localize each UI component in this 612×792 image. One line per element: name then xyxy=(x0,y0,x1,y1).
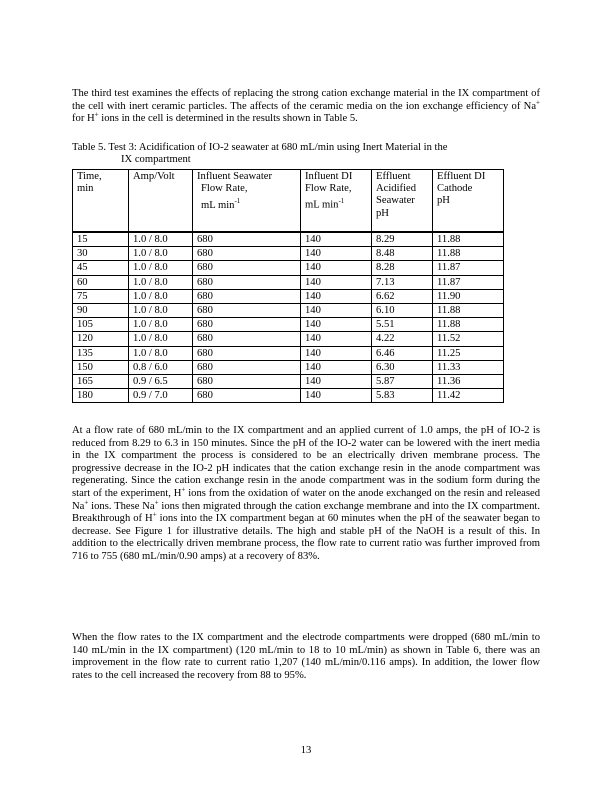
table-cell: 8.48 xyxy=(372,247,433,261)
table-cell: 140 xyxy=(301,289,372,303)
table-row xyxy=(73,332,504,346)
table-cell: 90 xyxy=(73,304,129,318)
table-cell: 1.0 / 8.0 xyxy=(129,346,193,360)
intro-text-c: ions in the cell is determined in the results shown in Table 5. xyxy=(98,113,358,125)
discussion-text-d: ions then migrated through the cation exchange membrane and into the IX compartment. Breakthrough of H xyxy=(72,500,540,525)
table-cell: 680 xyxy=(193,360,301,374)
table-cell: 11.88 xyxy=(433,232,504,247)
header-time: Time, min xyxy=(73,170,129,233)
table-row xyxy=(73,275,504,289)
flow-rate-paragraph: When the flow rates to the IX compartment and the electrode compartments were dropped (680 mL/min to 140 mL/min in the IX compartment) (120 mL/min to 18 to 10 mL/min) as shown in Table 6, there was an improvement in the flow rate to current ratio 1,207 (140 mL/min/0.116 amps). In addition, the lower flow rates to the cell increased the recovery from 88 to 95%. xyxy=(72,632,540,681)
table-cell: 7.13 xyxy=(372,275,433,289)
table-cell: 6.46 xyxy=(372,346,433,360)
table-cell: 4.22 xyxy=(372,332,433,346)
table-cell: 120 xyxy=(73,332,129,346)
table-cell: 680 xyxy=(193,304,301,318)
table-cell: 105 xyxy=(73,318,129,332)
table-cell: 140 xyxy=(301,261,372,275)
table-row xyxy=(73,346,504,360)
table-cell: 60 xyxy=(73,275,129,289)
table-cell: 8.28 xyxy=(372,261,433,275)
header-effluent-di-cathode: Effluent DI Cathode pH xyxy=(433,170,504,233)
table-cell: 6.30 xyxy=(372,360,433,374)
results-table xyxy=(72,169,504,403)
table-cell: 11.87 xyxy=(433,275,504,289)
table-cell: 680 xyxy=(193,261,301,275)
table-cell: 680 xyxy=(193,346,301,360)
table-cell: 5.83 xyxy=(372,389,433,403)
table-cell: 0.9 / 6.5 xyxy=(129,375,193,389)
table-cell: 680 xyxy=(193,389,301,403)
page-number: 13 xyxy=(300,745,312,756)
table-cell: 1.0 / 8.0 xyxy=(129,247,193,261)
table-cell: 11.88 xyxy=(433,247,504,261)
table-cell: 1.0 / 8.0 xyxy=(129,318,193,332)
table-cell: 15 xyxy=(73,232,129,247)
table-cell: 1.0 / 8.0 xyxy=(129,304,193,318)
table-cell: 1.0 / 8.0 xyxy=(129,332,193,346)
table-cell: 11.42 xyxy=(433,389,504,403)
table-cell: 0.9 / 7.0 xyxy=(129,389,193,403)
table-cell: 1.0 / 8.0 xyxy=(129,275,193,289)
table-cell: 680 xyxy=(193,275,301,289)
table-cell: 680 xyxy=(193,247,301,261)
table-cell: 135 xyxy=(73,346,129,360)
table-row xyxy=(73,375,504,389)
table-cell: 5.87 xyxy=(372,375,433,389)
table-cell: 11.33 xyxy=(433,360,504,374)
table-cell: 140 xyxy=(301,318,372,332)
table-cell: 11.36 xyxy=(433,375,504,389)
table-cell: 11.90 xyxy=(433,289,504,303)
table-cell: 680 xyxy=(193,318,301,332)
table-cell: 180 xyxy=(73,389,129,403)
table-cell: 140 xyxy=(301,346,372,360)
superscript: + xyxy=(94,110,99,119)
table-cell: 1.0 / 8.0 xyxy=(129,232,193,247)
discussion-text-e: ions into the IX compartment began at 60 minutes when the pH of the seawater began to decrease. See Figure 1 for illustrative details. The high and stable pH of the NaOH is a result of this. In addition to the electrically driven membrane process, the flow rate to current ratio was further improved from 716 to 755 (680 mL/min/0.90 amps) at a recovery of 83%. xyxy=(72,513,540,562)
table-cell: 140 xyxy=(301,389,372,403)
table-row xyxy=(73,318,504,332)
table-cell: 0.8 / 6.0 xyxy=(129,360,193,374)
table-cell: 5.51 xyxy=(372,318,433,332)
table-cell: 6.62 xyxy=(372,289,433,303)
header-influent-seawater: Influent Seawater Flow Rate, mL $\min^{-1}$ xyxy=(193,170,301,233)
intro-paragraph xyxy=(72,88,540,126)
superscript: + xyxy=(181,485,186,494)
superscript: + xyxy=(152,510,157,519)
table-cell: 45 xyxy=(73,261,129,275)
table-cell: 1.0 / 8.0 xyxy=(129,261,193,275)
table-row xyxy=(73,232,504,247)
table-row xyxy=(73,360,504,374)
superscript: + xyxy=(84,498,89,507)
table-cell: 680 xyxy=(193,332,301,346)
header-amp-volt: Amp/Volt xyxy=(129,170,193,233)
table-cell: 140 xyxy=(301,232,372,247)
discussion-paragraph xyxy=(72,425,540,564)
table-cell: 140 xyxy=(301,375,372,389)
table-row xyxy=(73,304,504,318)
table-caption xyxy=(72,142,540,166)
table-cell: 11.25 xyxy=(433,346,504,360)
table-cell: 11.88 xyxy=(433,304,504,318)
caption-line-1: Table 5. Test 3: Acidification of IO-2 seawater at 680 mL/min using Inert Material in the xyxy=(72,142,448,153)
header-effluent-acidified: Effluent Acidified Seawater pH xyxy=(372,170,433,233)
table-cell: 75 xyxy=(73,289,129,303)
table-cell: 30 xyxy=(73,247,129,261)
table-cell: 8.29 xyxy=(372,232,433,247)
intro-text-a: The third test examines the effects of replacing the strong cation exchange material in the IX compartment of the cell with inert ceramic particles. The affects of the ceramic media on the ion exchange efficiency of Na xyxy=(72,88,540,112)
table-cell: 140 xyxy=(301,304,372,318)
table-cell: 11.52 xyxy=(433,332,504,346)
table-cell: 6.10 xyxy=(372,304,433,318)
caption-line-2: IX compartment xyxy=(121,153,191,165)
table-row xyxy=(73,289,504,303)
header-influent-di: Influent DI Flow Rate, mL $\min^{-1}$ xyxy=(301,170,372,233)
table-row xyxy=(73,247,504,261)
discussion-text-b: ions from the oxidation of water on the anode exchanged on the resin and released Na xyxy=(72,487,540,512)
table-cell: 140 xyxy=(301,360,372,374)
table-cell: 680 xyxy=(193,232,301,247)
table-cell: 1.0 / 8.0 xyxy=(129,289,193,303)
table-cell: 680 xyxy=(193,289,301,303)
intro-text-b: for H xyxy=(72,113,95,125)
table-row xyxy=(73,261,504,275)
superscript: + xyxy=(154,498,159,507)
table-cell: 140 xyxy=(301,332,372,346)
table-cell: 150 xyxy=(73,360,129,374)
discussion-text-a: At a flow rate of 680 mL/min to the IX compartment and an applied current of 1.0 amps, the pH of IO-2 is reduced from 8.29 to 6.3 in 150 minutes. Since the pH of the IO-2 water can be lowered with the inert media in the IX compartment the process is considered to be an electrically driven membrane process. The progressive decrease in the IO-2 pH indicates that the cation exchange resin in the anode compartment was regenerating. Since the cation exchange resin in the anode compartment was in the sodium form during the start of the experiment, H xyxy=(72,425,540,499)
table-cell: 140 xyxy=(301,275,372,289)
table-cell: 140 xyxy=(301,247,372,261)
table-header-row xyxy=(73,170,504,233)
table-cell: 165 xyxy=(73,375,129,389)
discussion-text-c: ions. These Na xyxy=(88,500,155,512)
table-cell: 11.88 xyxy=(433,318,504,332)
table-cell: 11.87 xyxy=(433,261,504,275)
table-cell: 680 xyxy=(193,375,301,389)
table-row xyxy=(73,389,504,403)
superscript: + xyxy=(536,98,540,107)
